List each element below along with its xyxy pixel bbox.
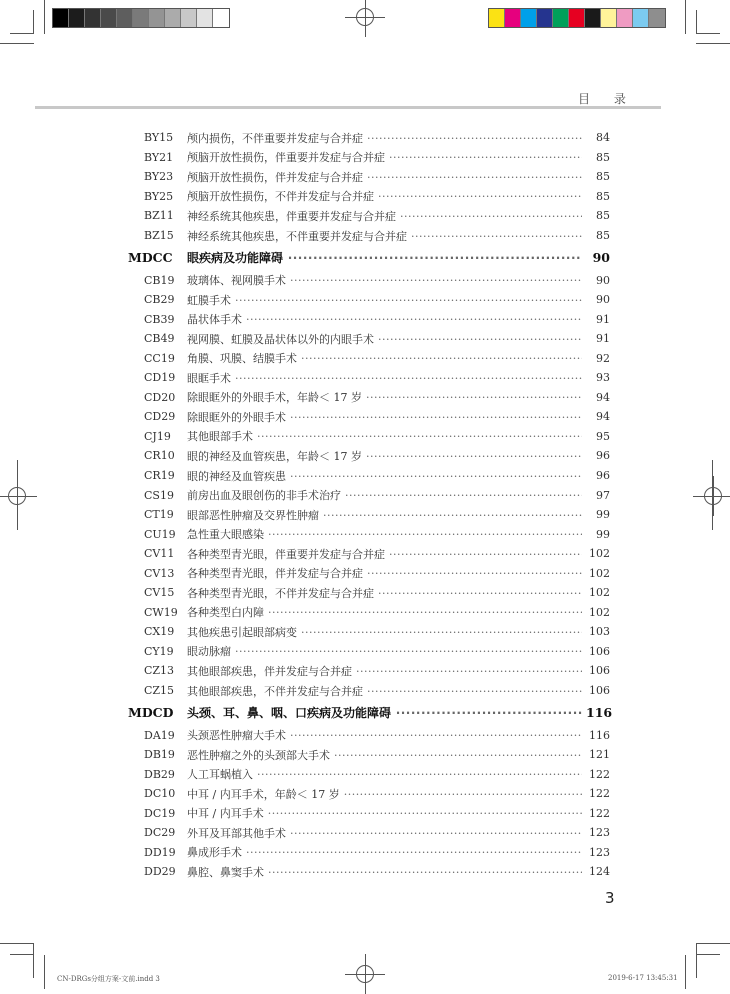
table-of-contents (0, 128, 730, 882)
running-head: 目 录 (578, 92, 636, 106)
toc-page-number: 92 (582, 352, 610, 365)
toc-page-number: 124 (582, 865, 610, 878)
toc-code: CB29 (144, 293, 175, 307)
color-swatch (69, 9, 85, 27)
toc-title: 眼疾病及功能障碍 ····· (187, 249, 610, 266)
color-swatch (101, 9, 117, 27)
toc-title: 晶状体手术 ····· (187, 311, 610, 327)
color-swatch (585, 9, 601, 27)
toc-code: CD19 (144, 371, 176, 385)
toc-entry-row[interactable] (0, 427, 730, 447)
toc-code: DC19 (144, 806, 176, 820)
crop-mark (33, 10, 34, 34)
toc-title: 视网膜、虹膜及晶状体以外的内眼手术 ····· (187, 331, 610, 347)
toc-page-number: 97 (582, 489, 610, 502)
toc-code: CC19 (144, 351, 175, 365)
grayscale-color-bar (52, 8, 230, 28)
toc-title: 神经系统其他疾患，伴重要并发症与合并症 ····· (187, 208, 610, 224)
slug-timestamp: 2019-6-17 13:45:31 (608, 974, 678, 982)
color-swatch (213, 9, 229, 27)
color-swatch (489, 9, 505, 27)
toc-code: CJ19 (144, 429, 171, 443)
toc-page-number: 102 (582, 606, 610, 619)
toc-title: 眼的神经及血管疾患，年龄＜ 17 岁 ····· (187, 448, 610, 464)
color-swatch (537, 9, 553, 27)
toc-code: CR10 (144, 449, 175, 463)
toc-entry-row[interactable] (0, 784, 730, 804)
toc-title: 眼眶手术 ····· (187, 370, 610, 386)
crop-mark (696, 944, 697, 978)
toc-entry-row[interactable] (0, 804, 730, 824)
toc-code: CR19 (144, 469, 175, 483)
toc-code: CD29 (144, 410, 176, 424)
toc-entry-row[interactable] (0, 544, 730, 564)
color-swatch (505, 9, 521, 27)
toc-section-row[interactable] (0, 245, 730, 270)
toc-page-number: 123 (582, 846, 610, 859)
toc-page-number: 85 (582, 151, 610, 164)
toc-page-number: 116 (582, 705, 610, 720)
toc-code: CV13 (144, 566, 175, 580)
toc-title: 其他眼部手术 ····· (187, 428, 610, 444)
toc-entry-row[interactable] (0, 407, 730, 427)
color-swatch (181, 9, 197, 27)
toc-code: BY25 (144, 189, 174, 203)
page-number: 3 (605, 889, 615, 907)
toc-code: DC29 (144, 826, 176, 840)
toc-entry-row[interactable] (0, 725, 730, 745)
toc-code: DB19 (144, 748, 175, 762)
toc-entry-row[interactable] (0, 329, 730, 349)
color-swatch (149, 9, 165, 27)
toc-page-number: 102 (582, 586, 610, 599)
color-swatch (649, 9, 665, 27)
toc-title: 头颈恶性肿瘤大手术 ····· (187, 727, 610, 743)
toc-code: CS19 (144, 488, 174, 502)
toc-entry-row[interactable] (0, 764, 730, 784)
color-swatch (53, 9, 69, 27)
toc-title: 其他疾患引起眼部病变 ····· (187, 624, 610, 640)
toc-title: 颅脑开放性损伤，不伴并发症与合并症 ····· (187, 188, 610, 204)
toc-code: CZ13 (144, 664, 175, 678)
crop-mark (696, 33, 720, 34)
crop-mark (696, 10, 697, 34)
toc-title: 中耳 / 内耳手术，年龄＜ 17 岁 ····· (187, 786, 610, 802)
toc-entry-row[interactable] (0, 128, 730, 148)
toc-entry-row[interactable] (0, 603, 730, 623)
toc-entry-row[interactable] (0, 505, 730, 525)
toc-entry-row[interactable] (0, 206, 730, 226)
toc-page-number: 85 (582, 170, 610, 183)
toc-page-number: 85 (582, 209, 610, 222)
toc-page-number: 122 (582, 768, 610, 781)
toc-page-number: 102 (582, 567, 610, 580)
toc-page-number: 121 (582, 748, 610, 761)
header-rule (331, 106, 661, 109)
crop-mark (10, 954, 34, 955)
toc-code: BY15 (144, 131, 174, 145)
toc-entry-row[interactable] (0, 843, 730, 863)
toc-code: CY19 (144, 644, 174, 658)
toc-page-number: 94 (582, 410, 610, 423)
toc-title: 各种类型青光眼，不伴并发症与合并症 ····· (187, 585, 610, 601)
header-rule (35, 106, 331, 109)
crop-mark (696, 43, 730, 44)
toc-entry-row[interactable] (0, 524, 730, 544)
crop-mark (10, 33, 34, 34)
toc-entry-row[interactable] (0, 348, 730, 368)
toc-code: CB19 (144, 273, 175, 287)
toc-title: 各种类型青光眼，伴重要并发症与合并症 ····· (187, 546, 610, 562)
toc-page-number: 96 (582, 449, 610, 462)
toc-title: 玻璃体、视网膜手术 ····· (187, 272, 610, 288)
toc-entry-row[interactable] (0, 583, 730, 603)
color-swatch (601, 9, 617, 27)
toc-code: CD20 (144, 390, 176, 404)
toc-title: 除眼眶外的外眼手术 ····· (187, 409, 610, 425)
toc-entry-row[interactable] (0, 642, 730, 662)
toc-title: 眼的神经及血管疾患 ····· (187, 468, 610, 484)
toc-page-number: 122 (582, 807, 610, 820)
toc-code: CW19 (144, 605, 178, 619)
toc-code: CZ15 (144, 684, 175, 698)
toc-title: 鼻腔、鼻窦手术 ····· (187, 864, 610, 880)
toc-entry-row[interactable] (0, 485, 730, 505)
toc-entry-row[interactable] (0, 823, 730, 843)
toc-entry-row[interactable] (0, 290, 730, 310)
toc-entry-row[interactable] (0, 745, 730, 765)
crop-mark (696, 943, 730, 944)
toc-code: BY21 (144, 150, 174, 164)
toc-page-number: 94 (582, 391, 610, 404)
toc-title: 中耳 / 内耳手术 ····· (187, 805, 610, 821)
color-swatch (633, 9, 649, 27)
toc-page-number: 91 (582, 313, 610, 326)
toc-title: 前房出血及眼创伤的非手术治疗 ····· (187, 487, 610, 503)
toc-entry-row[interactable] (0, 466, 730, 486)
color-swatch (521, 9, 537, 27)
toc-title: 鼻成形手术 ····· (187, 844, 610, 860)
toc-page-number: 99 (582, 528, 610, 541)
toc-title: 除眼眶外的外眼手术，年龄＜ 17 岁 ····· (187, 389, 610, 405)
toc-entry-row[interactable] (0, 226, 730, 246)
toc-page-number: 90 (582, 274, 610, 287)
toc-code: BZ11 (144, 209, 174, 223)
toc-code: MDCC (128, 250, 173, 266)
toc-code: CB39 (144, 312, 175, 326)
toc-title: 人工耳蜗植入 ····· (187, 766, 610, 782)
registration-mark-bottom (345, 954, 385, 994)
toc-page-number: 90 (582, 293, 610, 306)
toc-entry-row[interactable] (0, 368, 730, 388)
toc-entry-row[interactable] (0, 148, 730, 168)
color-swatch (569, 9, 585, 27)
toc-entry-row[interactable] (0, 309, 730, 329)
crop-mark (0, 43, 34, 44)
toc-title: 眼动脉瘤 ····· (187, 643, 610, 659)
toc-title: 其他眼部疾患，伴并发症与合并症 ····· (187, 663, 610, 679)
toc-title: 神经系统其他疾患，不伴重要并发症与合并症 ····· (187, 228, 610, 244)
toc-page-number: 90 (582, 250, 610, 265)
crop-mark (44, 955, 45, 989)
toc-title: 各种类型青光眼，伴并发症与合并症 ····· (187, 565, 610, 581)
toc-title: 颅脑开放性损伤，伴重要并发症与合并症 ····· (187, 149, 610, 165)
toc-entry-row[interactable] (0, 446, 730, 466)
toc-page-number: 102 (582, 547, 610, 560)
toc-code: DA19 (144, 728, 175, 742)
toc-code: CB49 (144, 332, 175, 346)
toc-title: 虹膜手术 ····· (187, 292, 610, 308)
toc-code: DC10 (144, 787, 176, 801)
toc-title: 外耳及耳部其他手术 ····· (187, 825, 610, 841)
toc-title: 角膜、巩膜、结膜手术 ····· (187, 350, 610, 366)
crop-mark (696, 954, 720, 955)
toc-title: 头颈、耳、鼻、咽、口疾病及功能障碍 ····· (187, 704, 610, 721)
process-color-bar (488, 8, 666, 28)
toc-entry-row[interactable] (0, 563, 730, 583)
toc-entry-row[interactable] (0, 270, 730, 290)
toc-page-number: 116 (582, 729, 610, 742)
toc-section-row[interactable] (0, 700, 730, 725)
color-swatch (133, 9, 149, 27)
toc-title: 急性重大眼感染 ····· (187, 526, 610, 542)
toc-page-number: 96 (582, 469, 610, 482)
toc-entry-row[interactable] (0, 681, 730, 701)
toc-title: 眼部恶性肿瘤及交界性肿瘤 ····· (187, 507, 610, 523)
toc-code: CU19 (144, 527, 176, 541)
color-swatch (197, 9, 213, 27)
toc-page-number: 123 (582, 826, 610, 839)
toc-code: CX19 (144, 625, 175, 639)
toc-code: DD19 (144, 845, 176, 859)
color-swatch (617, 9, 633, 27)
toc-page-number: 106 (582, 684, 610, 697)
toc-title: 颅脑开放性损伤，伴并发症与合并症 ····· (187, 169, 610, 185)
toc-code: CT19 (144, 508, 174, 522)
toc-page-number: 91 (582, 332, 610, 345)
crop-mark (44, 0, 45, 34)
toc-page-number: 103 (582, 625, 610, 638)
toc-code: BY23 (144, 170, 174, 184)
toc-page-number: 85 (582, 229, 610, 242)
crop-mark (685, 0, 686, 34)
toc-page-number: 85 (582, 190, 610, 203)
toc-code: DD29 (144, 865, 176, 879)
color-swatch (85, 9, 101, 27)
crop-mark (685, 955, 686, 989)
crop-mark (0, 943, 34, 944)
toc-page-number: 84 (582, 131, 610, 144)
toc-code: CV11 (144, 547, 175, 561)
toc-title: 其他眼部疾患，不伴并发症与合并症 ····· (187, 683, 610, 699)
toc-title: 恶性肿瘤之外的头颈部大手术 ····· (187, 747, 610, 763)
color-swatch (165, 9, 181, 27)
toc-page-number: 106 (582, 645, 610, 658)
toc-page-number: 95 (582, 430, 610, 443)
toc-title: 各种类型白内障 ····· (187, 604, 610, 620)
crop-mark (33, 944, 34, 978)
toc-page-number: 106 (582, 664, 610, 677)
registration-mark-top (345, 0, 385, 37)
toc-page-number: 122 (582, 787, 610, 800)
color-swatch (117, 9, 133, 27)
toc-code: MDCD (128, 705, 174, 721)
toc-code: DB29 (144, 767, 175, 781)
toc-page-number: 93 (582, 371, 610, 384)
toc-code: BZ15 (144, 229, 174, 242)
color-swatch (553, 9, 569, 27)
toc-title: 颅内损伤，不伴重要并发症与合并症 ····· (187, 130, 610, 146)
toc-page-number: 99 (582, 508, 610, 521)
toc-entry-row[interactable] (0, 167, 730, 187)
toc-entry-row[interactable] (0, 661, 730, 681)
toc-entry-row[interactable] (0, 862, 730, 882)
toc-entry-row[interactable] (0, 622, 730, 642)
slug-filename: CN-DRGs分组方案-文前.indd 3 (57, 975, 160, 983)
toc-code: CV15 (144, 586, 175, 600)
toc-entry-row[interactable] (0, 187, 730, 207)
toc-entry-row[interactable] (0, 388, 730, 408)
